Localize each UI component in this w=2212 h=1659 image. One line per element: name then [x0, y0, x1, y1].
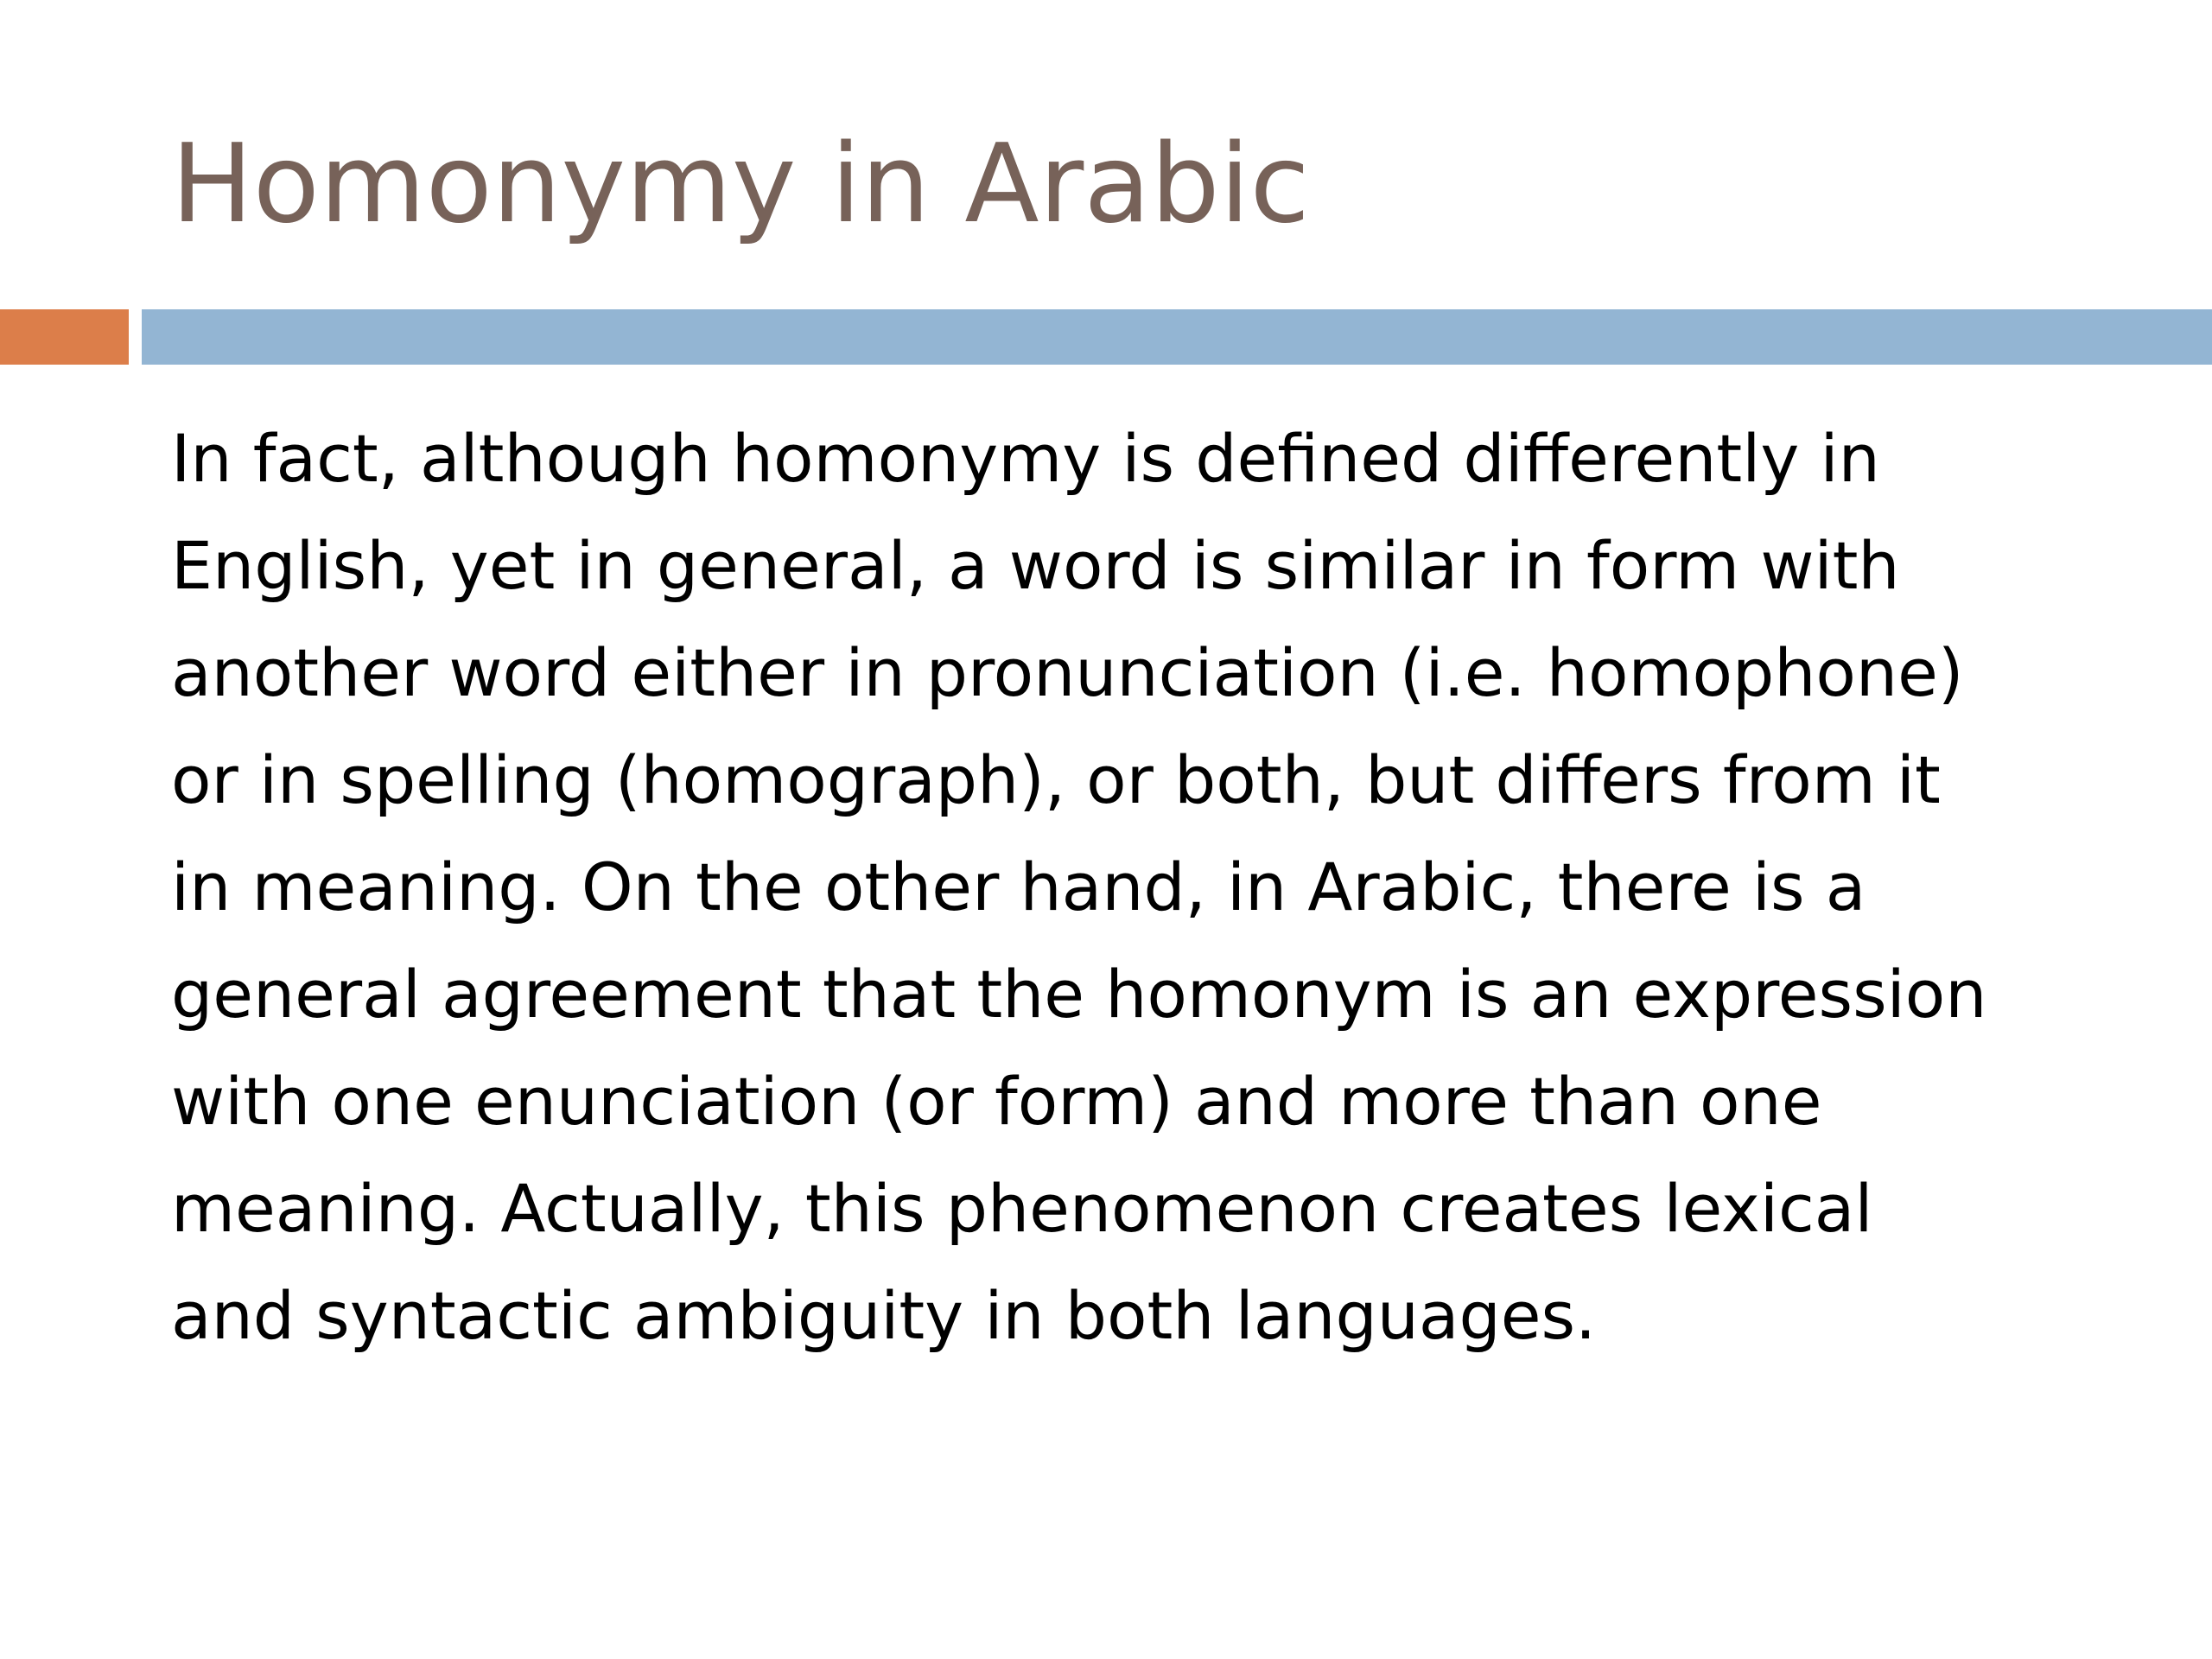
body-line: and syntactic ambiguity in both languages.	[171, 1277, 1597, 1354]
body-line: meaning. Actually, this phenomenon creates lexical	[171, 1170, 1873, 1247]
title-accent-bar-orange	[0, 309, 129, 365]
body-line: or in spelling (homograph), or both, but differs from it	[171, 741, 1941, 818]
slide-body-text	[171, 405, 2107, 1370]
body-line: another word either in pronunciation (i.e. homophone)	[171, 634, 1964, 711]
title-accent-bar-blue	[142, 309, 2212, 365]
body-line: general agreement that the homonym is an expression	[171, 956, 1987, 1033]
body-line: English, yet in general, a word is similar in form with	[171, 527, 1900, 604]
body-line: In fact, although homonymy is defined differently in	[171, 420, 1880, 497]
body-line: with one enunciation (or form) and more than one	[171, 1063, 1822, 1140]
body-line: in meaning. On the other hand, in Arabic, there is a	[171, 849, 1866, 925]
slide-title: Homonymy in Arabic	[171, 120, 1310, 247]
